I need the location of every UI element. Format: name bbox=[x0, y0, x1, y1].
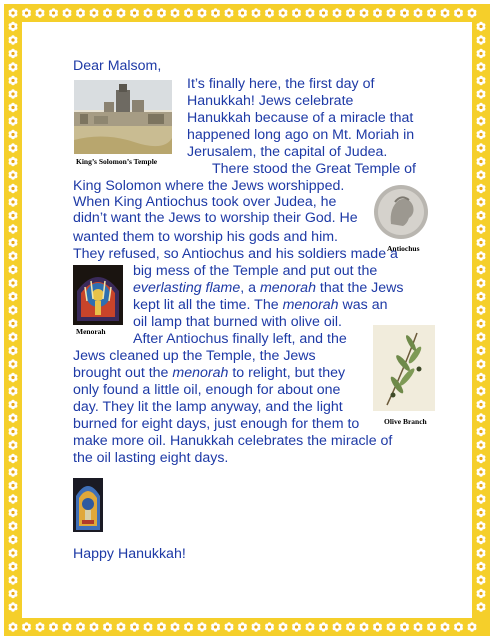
letter-line-2: Hanukkah! Jews celebrate bbox=[187, 93, 354, 109]
line18-part-1: brought out the bbox=[73, 365, 173, 381]
letter-line-3: Hanukkah because of a miracle that bbox=[187, 110, 414, 126]
letter-line-17: Jews cleaned up the Temple, the Jews bbox=[73, 348, 316, 364]
letter-line-8: When King Antiochus took over Judea, he bbox=[73, 194, 337, 210]
letter-line-12: big mess of the Temple and put out the bbox=[133, 263, 378, 279]
menorah-caption: Menorah bbox=[76, 327, 106, 336]
letter-line-18 bbox=[73, 365, 345, 381]
letter-line-7: King Solomon where the Jews worshipped. bbox=[73, 178, 345, 194]
letter-line-4: happened long ago on Mt. Moriah in bbox=[187, 127, 415, 143]
greeting: Dear Malsom, bbox=[73, 58, 162, 74]
olive-branch-image bbox=[373, 325, 435, 411]
letter-line-14 bbox=[133, 297, 387, 313]
letter-line-6: There stood the Great Temple of bbox=[212, 161, 416, 177]
letter-line-11: They refused, so Antiochus and his soldiers made a bbox=[73, 246, 398, 262]
menorah-text-1: menorah bbox=[259, 280, 316, 296]
letter-line-9: didn’t want the Jews to worship their God. He bbox=[73, 210, 358, 226]
line13-part-2: , a bbox=[240, 280, 260, 296]
letter-line-10: wanted them to worship his gods and him. bbox=[73, 229, 338, 245]
closing: Happy Hanukkah! bbox=[73, 546, 186, 562]
menorah-text-2: menorah bbox=[282, 297, 339, 313]
letter-line-16: After Antiochus finally left, and the bbox=[133, 331, 347, 347]
letter-line-23: the oil lasting eight days. bbox=[73, 450, 229, 466]
letter-line-13 bbox=[133, 280, 404, 296]
antiochus-caption: Antiochus bbox=[387, 244, 420, 253]
letter-line-21: burned for eight days, just enough for them to bbox=[73, 416, 360, 432]
temple-caption: King’s Solomon’s Temple bbox=[76, 157, 158, 166]
line18-part-3: to relight, but they bbox=[228, 365, 346, 381]
letter-line-15: oil lamp that burned with olive oil. bbox=[133, 314, 342, 330]
letter-line-1: It’s finally here, the first day of bbox=[187, 76, 375, 92]
line14-part-1: kept lit all the time. The bbox=[133, 297, 283, 313]
menorah-image bbox=[73, 265, 123, 325]
letter-line-19: only found a little oil, enough for about one bbox=[73, 382, 341, 398]
antiochus-coin-image bbox=[373, 184, 429, 240]
stained-glass-image bbox=[73, 478, 103, 532]
everlasting-flame-text: everlasting flame bbox=[133, 280, 241, 296]
temple-image bbox=[74, 80, 172, 154]
line13-part-4: that the Jews bbox=[315, 280, 404, 296]
letter-line-22: make more oil. Hanukkah celebrates the miracle of bbox=[73, 433, 393, 449]
letter-line-5: Jerusalem, the capital of Judea. bbox=[187, 144, 388, 160]
olive-caption: Olive Branch bbox=[384, 417, 427, 426]
letter-line-20: day. They lit the lamp anyway, and the light bbox=[73, 399, 343, 415]
line14-part-3: was an bbox=[338, 297, 388, 313]
menorah-text-3: menorah bbox=[172, 365, 229, 381]
